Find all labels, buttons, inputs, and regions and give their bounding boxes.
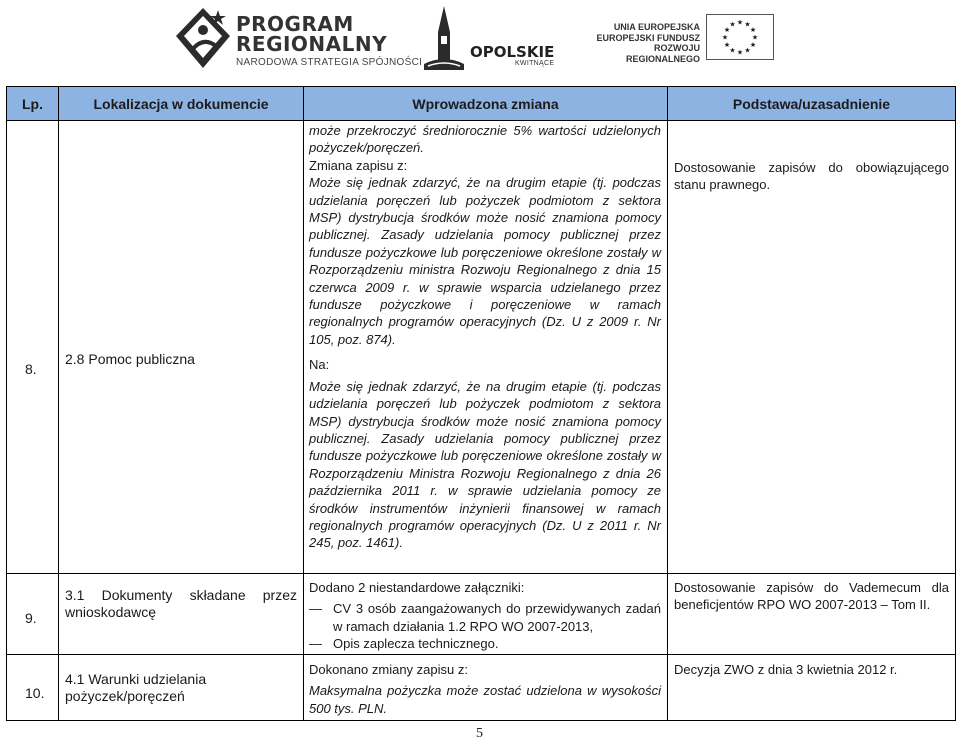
row-change: [309, 122, 661, 552]
row-divider: [7, 654, 955, 655]
row-number: 10.: [25, 685, 45, 701]
changes-table: [6, 86, 956, 721]
eu-flag-icon: [706, 14, 774, 60]
column-divider: [303, 87, 304, 720]
eu-star-icon: ★: [736, 48, 744, 57]
change-to-label: Na:: [309, 357, 330, 373]
program-regionalny-wordmark: [236, 14, 422, 68]
column-divider: [58, 87, 59, 720]
change-text: Maksymalna pożyczka może zostać udzielona w wysokości 500 tys. PLN.: [309, 683, 661, 716]
eu-star-icon: ★: [723, 41, 731, 49]
change-from-text: Może się jednak zdarzyć, że na drugim etapie (tj. podczas udzielania poręczeń lub pożyczek podmiotom z sektora MSP) dystrybucja środków może nosić znamiona pomocy publicznej. Zasady udzielania pomocy publicznej przez fundusze pożyczkowe lub poręczeniowe określone zostały w Rozporządzeniu ministra Rozwoju Regionalnego z dnia 15 czerwca 2009 r. w sprawie wsparcia udzielanego przez fundusze pożyczkowe i poręczeniowe w ramach regionalnych programów operacyjnych (Dz. U z 2009 r. Nr 105, poz. 874).: [309, 175, 661, 347]
eu-star-icon: ★: [729, 20, 736, 29]
row-basis: Decyzja ZWO z dnia 3 kwietnia 2012 r.: [674, 662, 898, 677]
opolskie-tower-icon: [420, 4, 468, 72]
row-location: 4.1 Warunki udzielania pożyczek/poręczeń: [65, 671, 207, 705]
eu-star-icon: ★: [749, 26, 757, 34]
column-header-basis: Podstawa/uzasadnienie: [732, 95, 891, 112]
eu-logo-line1: UNIA EUROPEJSKA: [613, 22, 700, 32]
change-from-label: Zmiana zapisu z:: [309, 157, 408, 173]
eu-star-icon: ★: [721, 33, 729, 42]
change-carry-over-text: może przekroczyć średniorocznie 5% wartości udzielonych pożyczek/poręczeń.: [309, 123, 661, 156]
row-basis: Dostosowanie zapisów do obowiązującego stanu prawnego.: [674, 160, 949, 193]
list-item: — Opis zaplecza technicznego.: [309, 635, 661, 652]
eu-star-icon: ★: [744, 20, 751, 29]
eu-logo-line2: EUROPEJSKI FUNDUSZ: [596, 32, 700, 43]
eu-logo-line3: ROZWOJU REGIONALNEGO: [625, 43, 700, 64]
change-label: Dokonano zmiany zapisu z:: [309, 662, 468, 677]
table-header-row: [7, 87, 955, 121]
opolskie-wordmark: [470, 44, 554, 67]
row-change: [309, 579, 661, 653]
eu-star-icon: ★: [744, 46, 751, 55]
eu-star-icon: ★: [723, 26, 731, 34]
header-logos: [0, 0, 960, 82]
column-header-location: Lokalizacja w dokumencie: [93, 95, 269, 112]
row-number: 9.: [25, 610, 37, 626]
row-divider: [7, 573, 955, 574]
attachments-list: [309, 600, 661, 652]
row-number: 8.: [25, 361, 37, 377]
change-to-text: Może się jednak zdarzyć, że na drugim etapie (tj. podczas udzielania poręczeń lub pożyczek podmiotom z sektora MSP) dystrybucja środków może nosić znamiona pomocy publicznej. Zasady udzielania pomocy publicznej przez fundusze pożyczkowe lub poręczeniowe określone zostały w Rozporządzeniu Ministra Rozwoju Regionalnego z dnia 26 października 2011 r. w sprawie udzielania pomocy ze środków instrumentów inżynierii finansowej w ramach regionalnych programów operacyjnych (Dz. U z 2011 r. Nr 245, poz. 1461).: [309, 378, 661, 551]
eu-star-icon: ★: [749, 41, 757, 49]
column-header-lp: Lp.: [22, 95, 43, 112]
row-location: 3.1 Dokumenty składane przez wnioskodawcę: [65, 587, 297, 621]
eu-star-icon: ★: [729, 46, 736, 55]
eu-star-icon: ★: [751, 33, 759, 42]
program-logo-line1: PROGRAM: [236, 12, 354, 36]
program-logo-line2: REGIONALNY: [236, 32, 388, 56]
row-location: 2.8 Pomoc publiczna: [65, 351, 195, 367]
row-basis: Dostosowanie zapisów do Vademecum dla beneficjentów RPO WO 2007-2013 – Tom II.: [674, 580, 949, 613]
program-logo-subtitle: NARODOWA STRATEGIA SPÓJNOŚCI: [236, 57, 423, 68]
opolskie-logo-name: OPOLSKIE: [470, 43, 555, 61]
program-regionalny-logo-icon: [172, 6, 234, 70]
eu-wordmark: [588, 22, 700, 64]
opolskie-logo-tagline: KWITNĄCE: [514, 60, 555, 67]
attachments-intro: Dodano 2 niestandardowe załączniki:: [309, 580, 525, 595]
row-change: [309, 661, 661, 717]
list-item: — CV 3 osób zaangażowanych do przewidywanych zadań w ramach działania 1.2 RPO WO 2007-2013,: [309, 600, 661, 635]
page-number: 5: [476, 726, 483, 741]
eu-star-icon: ★: [736, 18, 744, 27]
column-header-change: Wprowadzona zmiana: [412, 95, 559, 112]
column-divider: [667, 87, 668, 720]
